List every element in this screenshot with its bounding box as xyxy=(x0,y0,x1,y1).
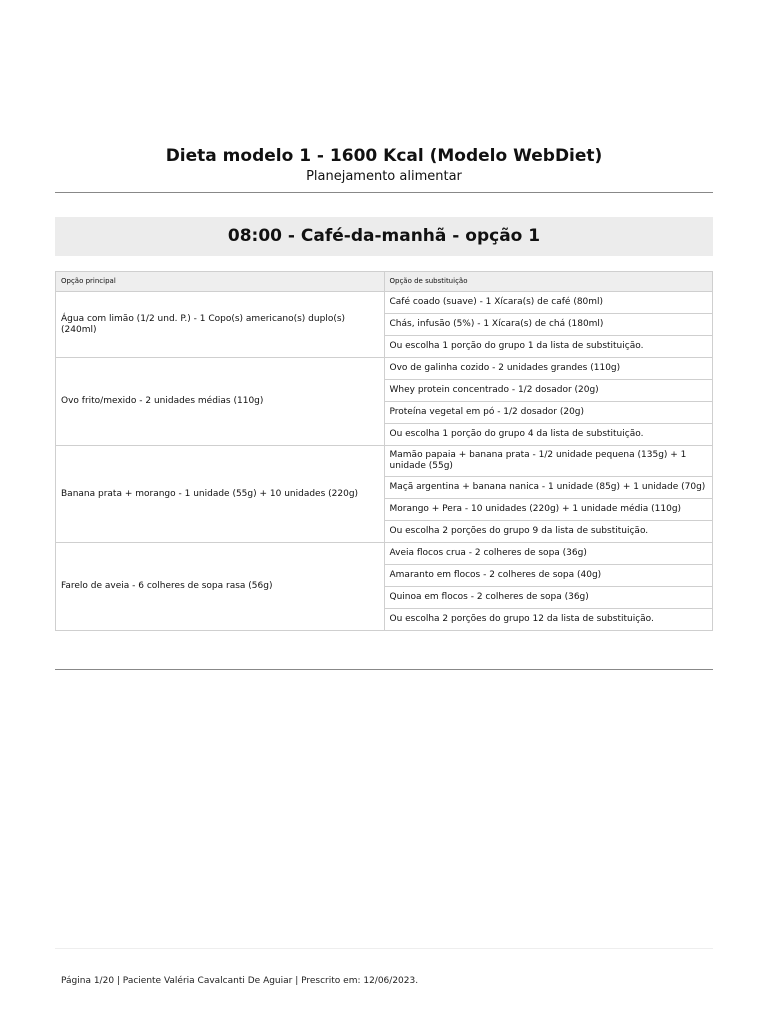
substitute-option-cell: Café coado (suave) - 1 Xícara(s) de café (80ml) xyxy=(384,292,713,314)
substitute-option-cell: Amaranto em flocos - 2 colheres de sopa (40g) xyxy=(384,565,713,587)
substitute-option-cell: Chás, infusão (5%) - 1 Xícara(s) de chá (180ml) xyxy=(384,314,713,336)
substitute-option-cell: Whey protein concentrado - 1/2 dosador (20g) xyxy=(384,380,713,402)
column-header-substitute: Opção de substituição xyxy=(384,272,713,292)
substitute-option-cell: Proteína vegetal em pó - 1/2 dosador (20g) xyxy=(384,402,713,424)
table-row xyxy=(56,446,713,477)
table-row xyxy=(56,358,713,380)
substitute-option-cell: Ou escolha 2 porções do grupo 12 da lista de substituição. xyxy=(384,609,713,631)
document-header xyxy=(55,145,713,185)
column-header-main: Opção principal xyxy=(56,272,385,292)
meal-table xyxy=(55,271,713,631)
footer-divider xyxy=(55,948,713,949)
section-divider xyxy=(55,669,713,670)
substitute-option-cell: Maçã argentina + banana nanica - 1 unidade (85g) + 1 unidade (70g) xyxy=(384,477,713,499)
substitute-option-cell: Quinoa em flocos - 2 colheres de sopa (36g) xyxy=(384,587,713,609)
main-option-cell: Farelo de aveia - 6 colheres de sopa rasa (56g) xyxy=(56,543,385,631)
header-divider xyxy=(55,192,713,193)
meal-heading: 08:00 - Café-da-manhã - opção 1 xyxy=(55,217,713,256)
substitute-option-cell: Ovo de galinha cozido - 2 unidades grandes (110g) xyxy=(384,358,713,380)
table-row xyxy=(56,543,713,565)
substitute-option-cell: Aveia flocos crua - 2 colheres de sopa (36g) xyxy=(384,543,713,565)
document-title: Dieta modelo 1 - 1600 Kcal (Modelo WebDiet) xyxy=(165,146,603,166)
document-subtitle: Planejamento alimentar xyxy=(306,169,462,184)
main-option-cell: Água com limão (1/2 und. P.) - 1 Copo(s) americano(s) duplo(s) (240ml) xyxy=(56,292,385,358)
table-row xyxy=(56,292,713,314)
substitute-option-cell: Morango + Pera - 10 unidades (220g) + 1 unidade média (110g) xyxy=(384,499,713,521)
substitute-option-cell: Mamão papaia + banana prata - 1/2 unidade pequena (135g) + 1 unidade (55g) xyxy=(384,446,713,477)
main-option-cell: Ovo frito/mexido - 2 unidades médias (110g) xyxy=(56,358,385,446)
substitute-option-cell: Ou escolha 2 porções do grupo 9 da lista de substituição. xyxy=(384,521,713,543)
table-header-row xyxy=(56,272,713,292)
substitute-option-cell: Ou escolha 1 porção do grupo 1 da lista de substituição. xyxy=(384,336,713,358)
page-footer: Página 1/20 | Paciente Valéria Cavalcanti De Aguiar | Prescrito em: 12/06/2023. xyxy=(61,976,419,986)
substitute-option-cell: Ou escolha 1 porção do grupo 4 da lista de substituição. xyxy=(384,424,713,446)
main-option-cell: Banana prata + morango - 1 unidade (55g) + 10 unidades (220g) xyxy=(56,446,385,543)
